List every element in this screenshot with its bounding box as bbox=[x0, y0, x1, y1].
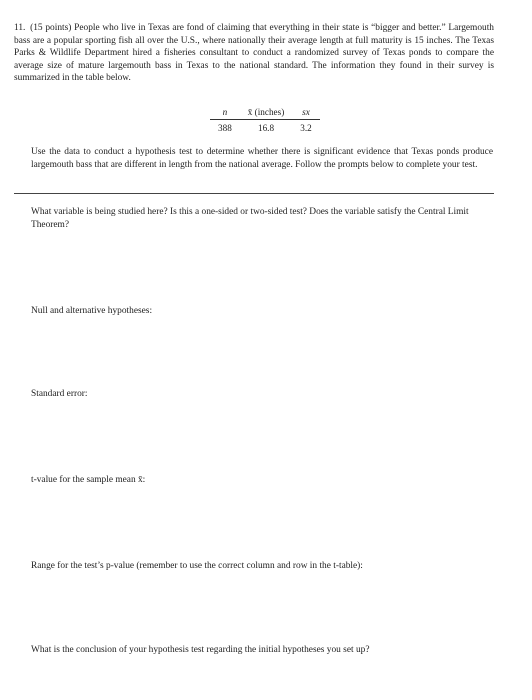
prompt-t-value: t-value for the sample mean x̄: bbox=[31, 475, 146, 485]
summary-table bbox=[210, 107, 320, 133]
header-n: n bbox=[210, 107, 240, 120]
problem-statement bbox=[14, 22, 494, 85]
prompt-standard-error: Standard error: bbox=[31, 389, 88, 399]
instruction-text: Use the data to conduct a hypothesis test to determine whether there is significant evidence that Texas ponds produce largemouth bass that are different in length from the national average. Follow the prompts below to complete your test. bbox=[31, 147, 493, 170]
value-n: 388 bbox=[218, 123, 232, 133]
summary-table-value-row bbox=[210, 120, 320, 134]
section-divider bbox=[14, 193, 494, 194]
prompt-hypotheses: Null and alternative hypotheses: bbox=[31, 306, 153, 316]
header-sd: sx bbox=[292, 107, 319, 120]
prompt-conclusion: What is the conclusion of your hypothesis test regarding the initial hypotheses you set up? bbox=[31, 645, 370, 655]
value-mean: 16.8 bbox=[257, 123, 275, 133]
problem-text: People who live in Texas are fond of claiming that everything in their state is “bigger and better.” Largemouth bass are a popular sporting fish all over the U.S., where nationally their average length at full maturity is 15 inches. The Texas Parks & Wildlife Department hired a fisheries consultant to conduct a randomized survey of Texas ponds to compare the average size of mature largemouth bass in Texas to the national standard. The information they found in their survey is summarized in the table below. bbox=[14, 23, 494, 84]
summary-table-header-row bbox=[210, 107, 320, 120]
prompt-variable-question: What variable is being studied here? Is this a one-sided or two-sided test? Does the variable satisfy the Central Limit Theorem? bbox=[31, 207, 469, 230]
problem-number: 11. bbox=[14, 23, 26, 33]
value-sd: 3.2 bbox=[300, 123, 312, 133]
problem-points: (15 points) bbox=[30, 23, 72, 33]
header-mean: x̄ (inches) bbox=[240, 107, 292, 120]
prompt-p-value-range: Range for the test’s p-value (remember to use the correct column and row in the t-table): bbox=[31, 561, 363, 571]
